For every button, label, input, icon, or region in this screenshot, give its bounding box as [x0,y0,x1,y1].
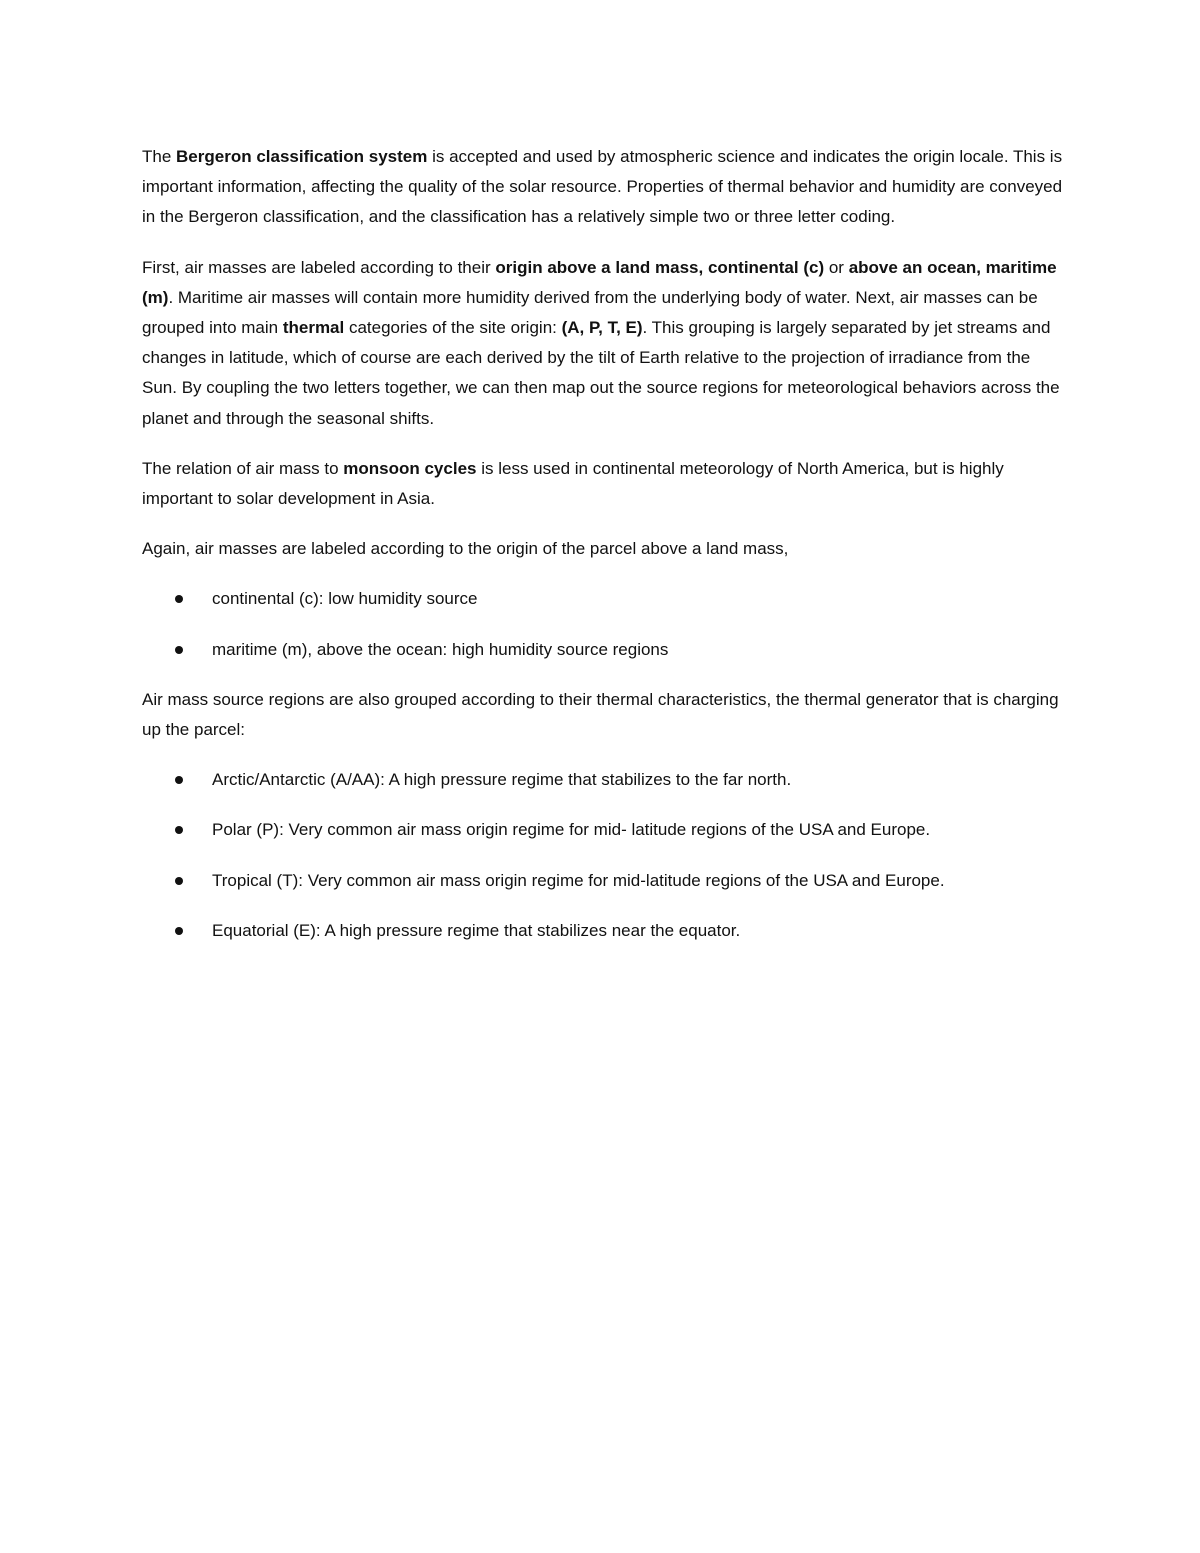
bullet-icon [175,927,183,935]
monsoon-paragraph: The relation of air mass to monsoon cycles is less used in continental meteorology of North America, but is highly important to solar development in Asia. [142,458,1004,509]
document-body [142,142,1067,966]
thermal-list [142,765,1067,946]
bullet-icon [175,877,183,885]
bullet-icon [175,826,183,834]
bold-term: thermal [282,318,345,338]
thermal-paragraph: Air mass source regions are also grouped according to their thermal characteristics, the thermal generator that is charging up the parcel: [142,689,1059,740]
bold-term: monsoon cycles [343,458,477,478]
bold-term: Bergeron classification system [176,147,428,166]
list-item: Equatorial (E): A high pressure regime that stabilizes near the equator. [142,916,1067,946]
list-item: maritime (m), above the ocean: high humidity source regions [142,635,1067,665]
bullet-icon [175,595,183,603]
intro-paragraph: The Bergeron classification system is accepted and used by atmospheric science and indicates the origin locale. This is important information, affecting the quality of the solar resource. Properties of thermal behavior and humidity are conveyed in the Bergeron classification, and the classification has a relatively simple two or three letter coding. [142,147,1063,227]
humidity-list [142,584,1067,664]
again-paragraph: Again, air masses are labeled according to the origin of the parcel above a land mass, [142,539,789,559]
bold-term: origin above a land mass, continental (c) [495,257,825,277]
bold-term: above an ocean, maritime (m) [142,257,1057,307]
bullet-icon [175,646,183,654]
list-item: continental (c): low humidity source [142,584,1067,614]
list-item: Arctic/Antarctic (A/AA): A high pressure regime that stabilizes to the far north. [142,765,1067,795]
bold-term: (A, P, T, E) [561,318,643,338]
list-item: Tropical (T): Very common air mass origin regime for mid-latitude regions of the USA and Europe. [142,866,1067,896]
labeling-paragraph: First, air masses are labeled according to their origin above a land mass, continental (c) or above an ocean, maritime (m). Maritime air masses will contain more humidity derived from the underlying body of water. Next, air masses can be grouped into main thermal categories of the site origin: (A, P, T, E). This grouping is largely separated by jet streams and changes in latitude, which of course are each derived by the tilt of Earth relative to the projection of irradiance from the Sun. By coupling the two letters together, we can then map out the source regions for meteorological behaviors across the planet and through the seasonal shifts. [142,257,1060,428]
bullet-icon [175,776,183,784]
list-item: Polar (P): Very common air mass origin regime for mid- latitude regions of the USA and Europe. [142,815,1067,845]
